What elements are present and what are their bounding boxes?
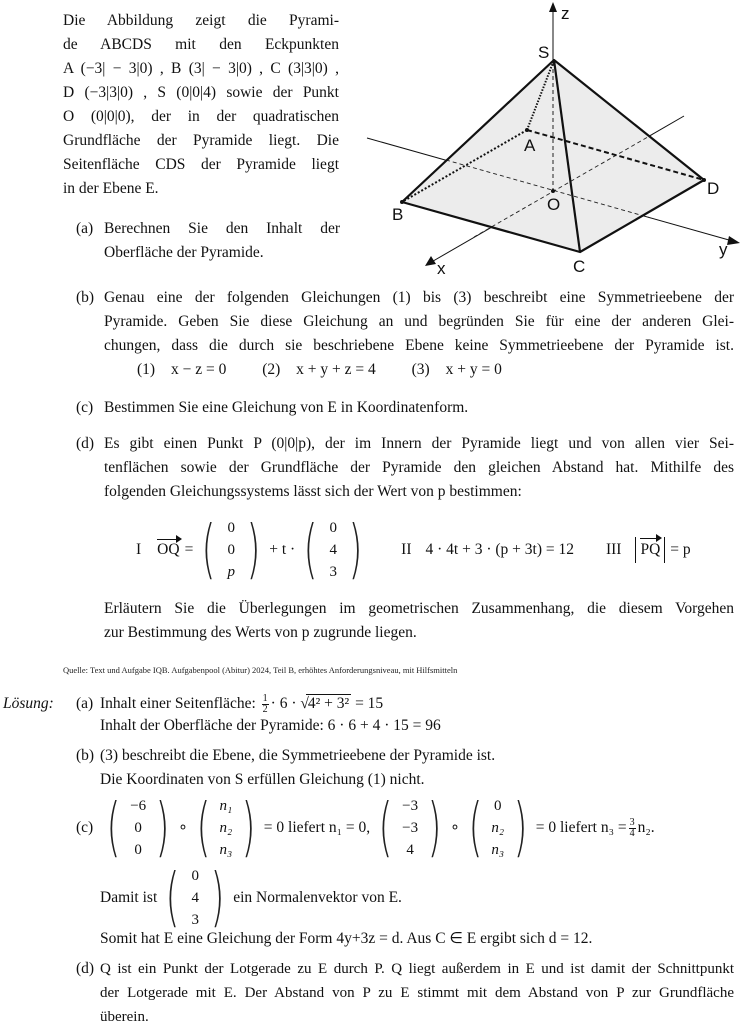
sol-b-label: (b)	[76, 747, 95, 764]
task-b-equations	[137, 358, 502, 382]
source-note: Quelle: Text und Aufgabe IQB. Aufgabenpool (Abitur) 2024, Teil B, erhöhtes Anforderungsniveau, mit Hilfsmitteln	[63, 665, 458, 675]
eq-III-label: III	[605, 541, 622, 558]
normal-vector	[160, 861, 230, 935]
dot-product-sign: ∘	[178, 819, 188, 836]
task-d-line: tenflächen sowie der Grundfläche der Pyramide den gleichen Abstand hat. Mithilfe des	[104, 459, 734, 476]
eq2-num: (2)	[262, 361, 281, 378]
fraction-three-quarters	[629, 818, 636, 839]
task-d-text	[104, 432, 734, 504]
point-A	[525, 128, 529, 132]
label-y: y	[719, 240, 728, 259]
pyramid-figure	[360, 0, 740, 280]
eq1-num: (1)	[137, 361, 156, 378]
label-S: S	[538, 43, 550, 62]
vec-entry: −3	[402, 820, 419, 836]
label-x: x	[437, 259, 446, 278]
right-paren: )	[210, 861, 225, 935]
equation-system	[136, 512, 691, 588]
vec-entry: 0	[191, 868, 199, 884]
point-O	[551, 189, 555, 193]
intro-line: in der Ebene E.	[63, 180, 159, 197]
right-paren: )	[246, 513, 261, 587]
point-B	[400, 200, 404, 204]
sol-a-prefix: Inhalt einer Seitenfläche:	[100, 695, 256, 712]
task-b-line: Pyramide. Geben Sie diese Gleichung an und begründen Sie für eine der anderen Glei-	[104, 313, 734, 330]
intro-line: Seitenfläche CDS der Pyramide liegt	[63, 156, 339, 173]
label-O: O	[547, 195, 561, 214]
sol-b-line: (3) beschreibt die Ebene, die Symmetrieebene der Pyramide ist.	[100, 747, 496, 764]
label-D: D	[707, 179, 720, 198]
frac-num: 3	[629, 816, 635, 828]
vec-entry: n₁	[219, 798, 233, 814]
sol-d-line: der Lotgerade mit E. Der Abstand von P zu E stimmt mit dem Abstand von P zur Grundfläche	[100, 985, 734, 1001]
task-b-line: chungen, dass die durch sie beschriebene Ebene keine Symmetrieebene der Pyramide ist.	[104, 337, 734, 354]
sol-c-res2-post: n₂.	[637, 819, 655, 836]
task-a-label: (a)	[76, 220, 94, 237]
sol-a-line1	[100, 692, 383, 716]
vector-n	[191, 791, 261, 865]
sol-d-line: Q ist ein Punkt der Lotgerade zu E durch P. Q liegt außerdem in E und ist damit der Schnittpunkt	[100, 961, 734, 977]
label-z: z	[561, 4, 570, 23]
frac-num: 1	[262, 692, 268, 704]
vec-entry: 4	[406, 842, 414, 858]
task-a-line: Berechnen Sie den Inhalt der	[104, 220, 340, 237]
sol-c-label: (c)	[76, 819, 94, 836]
sol-a-mid: · 6 ·	[270, 695, 297, 712]
task-b-text	[104, 286, 734, 358]
task-c-text: Bestimmen Sie eine Gleichung von E in Koordinatenform.	[104, 399, 469, 416]
task-d-after-line: Erläutern Sie die Überlegungen im geometrischen Zusammenhang, die diesem Vorgehen	[104, 600, 734, 617]
eq1: x − z = 0	[170, 361, 227, 378]
frac-den: 2	[262, 703, 268, 715]
task-d-label: (d)	[76, 435, 95, 452]
right-paren: )	[427, 791, 442, 865]
eq3: x + y = 0	[445, 361, 502, 378]
sol-d-label: (d)	[76, 960, 95, 977]
left-paren: (	[106, 791, 121, 865]
label-C: C	[573, 257, 586, 276]
intro-line: Grundfläche der Pyramide liegt. Die	[63, 132, 339, 149]
dot-product-sign: ∘	[450, 819, 460, 836]
left-paren: (	[165, 861, 180, 935]
eq2: x + y + z = 4	[296, 361, 376, 378]
left-paren: (	[468, 791, 483, 865]
vector-OQ: OQ	[157, 538, 179, 562]
intro-text	[63, 9, 339, 201]
vec-entry: n₂	[491, 820, 505, 836]
abs-PQ	[635, 537, 665, 563]
vec-entry: 0	[494, 798, 502, 814]
vec-entry: 0	[134, 842, 142, 858]
vector-minus3-minus3-4	[373, 791, 447, 865]
sol-a-end: = 15	[355, 695, 384, 712]
task-d-line: folgenden Gleichungssystems lässt sich der Wert von p bestimmen:	[104, 483, 522, 500]
left-paren: (	[201, 513, 216, 587]
sol-c-damit: Damit ist	[100, 889, 158, 906]
right-paren: )	[348, 513, 363, 587]
vec-entry: 0	[227, 520, 236, 536]
sol-c-line1	[76, 792, 655, 864]
vec-entry: −3	[402, 798, 419, 814]
vec-entry: 4	[329, 542, 337, 558]
vec-entry: 3	[329, 564, 337, 580]
vector-PQ: PQ	[640, 537, 660, 563]
intro-line: A (−3| − 3|0) , B (3| − 3|0) , C (3|3|0) ,	[63, 60, 339, 77]
task-d-after-line: zur Bestimmung des Werts von p zugrunde liegen.	[104, 624, 417, 641]
sol-c-somit: Somit hat E eine Gleichung der Form 4y+3z = d. Aus C ∈ E ergibt sich d = 12.	[100, 930, 593, 947]
sol-a-line2: Inhalt der Oberfläche der Pyramide: 6 · 6 + 4 · 15 = 96	[100, 717, 441, 734]
task-d-line: Es gibt einen Punkt P (0|0|p), der im Innern der Pyramide liegt und von allen vier Sei-	[104, 435, 734, 452]
vector-0-4-3	[298, 513, 368, 587]
z-arrow-icon	[549, 2, 557, 12]
intro-line: D (−3|3|0) , S (0|0|4) sowie der Punkt	[63, 84, 339, 101]
task-d-after	[104, 597, 734, 645]
vector-0-n2-n3	[463, 791, 533, 865]
eq-sign: =	[184, 541, 194, 558]
plus-t: + t ·	[269, 541, 296, 558]
solution-heading: Lösung:	[3, 695, 54, 712]
intro-line: de ABCDS mit den Eckpunkten	[63, 36, 339, 53]
vec-entry: n₂	[219, 820, 233, 836]
sol-c-line2	[100, 862, 402, 934]
label-A: A	[524, 136, 536, 155]
sol-c-res2: = 0 liefert n₃ =	[535, 819, 627, 836]
vec-entry: p	[227, 564, 236, 580]
frac-den: 4	[629, 827, 635, 839]
vec-entry: 0	[227, 542, 236, 558]
right-paren: )	[241, 791, 256, 865]
right-paren: )	[513, 791, 528, 865]
label-B: B	[392, 205, 404, 224]
eq-II-label: II	[401, 541, 412, 558]
task-a-line: Oberfläche der Pyramide.	[104, 244, 264, 261]
task-b-label: (b)	[76, 289, 95, 306]
eq-III: = p	[670, 541, 691, 558]
sqrt-sign: √	[300, 695, 309, 712]
sol-a-label: (a)	[76, 695, 94, 712]
x-arrow-icon	[425, 256, 436, 266]
sol-d-line: überein.	[100, 1009, 149, 1025]
sol-b-text	[100, 744, 495, 792]
task-c-label: (c)	[76, 399, 94, 416]
vec-entry: 3	[191, 912, 199, 928]
fraction-half	[262, 694, 269, 715]
right-paren: )	[155, 791, 170, 865]
left-paren: (	[303, 513, 318, 587]
eq3-num: (3)	[411, 361, 430, 378]
task-b-line: Genau eine der folgenden Gleichungen (1) bis (3) beschreibt eine Symmetrieebene der	[104, 289, 734, 306]
sol-c-damit-end: ein Normalenvektor von E.	[233, 889, 402, 906]
vector-minus6-0-0	[101, 791, 175, 865]
vec-entry: −6	[130, 798, 147, 814]
vec-entry: 4	[191, 890, 199, 906]
left-paren: (	[196, 791, 211, 865]
vec-entry: 0	[329, 520, 337, 536]
eq-II: 4 · 4t + 3 · (p + 3t) = 12	[425, 541, 574, 558]
eq-I-label: I	[136, 541, 142, 558]
vector-0-0-p	[196, 513, 266, 587]
intro-line: O (0|0|0), der in der quadratischen	[63, 108, 339, 125]
left-paren: (	[378, 791, 393, 865]
intro-line: Die Abbildung zeigt die Pyrami-	[63, 12, 339, 29]
sol-d-text	[100, 957, 734, 1029]
vec-entry: 0	[134, 820, 142, 836]
vec-entry: n₃	[491, 842, 505, 858]
sol-b-line: Die Koordinaten von S erfüllen Gleichung (1) nicht.	[100, 771, 425, 788]
y-arrow-icon	[727, 236, 740, 245]
sol-c-res1: = 0 liefert n₁ = 0,	[263, 819, 371, 836]
vec-entry: n₃	[219, 842, 233, 858]
task-a-text	[104, 217, 340, 265]
sqrt-content: 4² + 3²	[307, 695, 350, 712]
point-D	[702, 178, 706, 182]
